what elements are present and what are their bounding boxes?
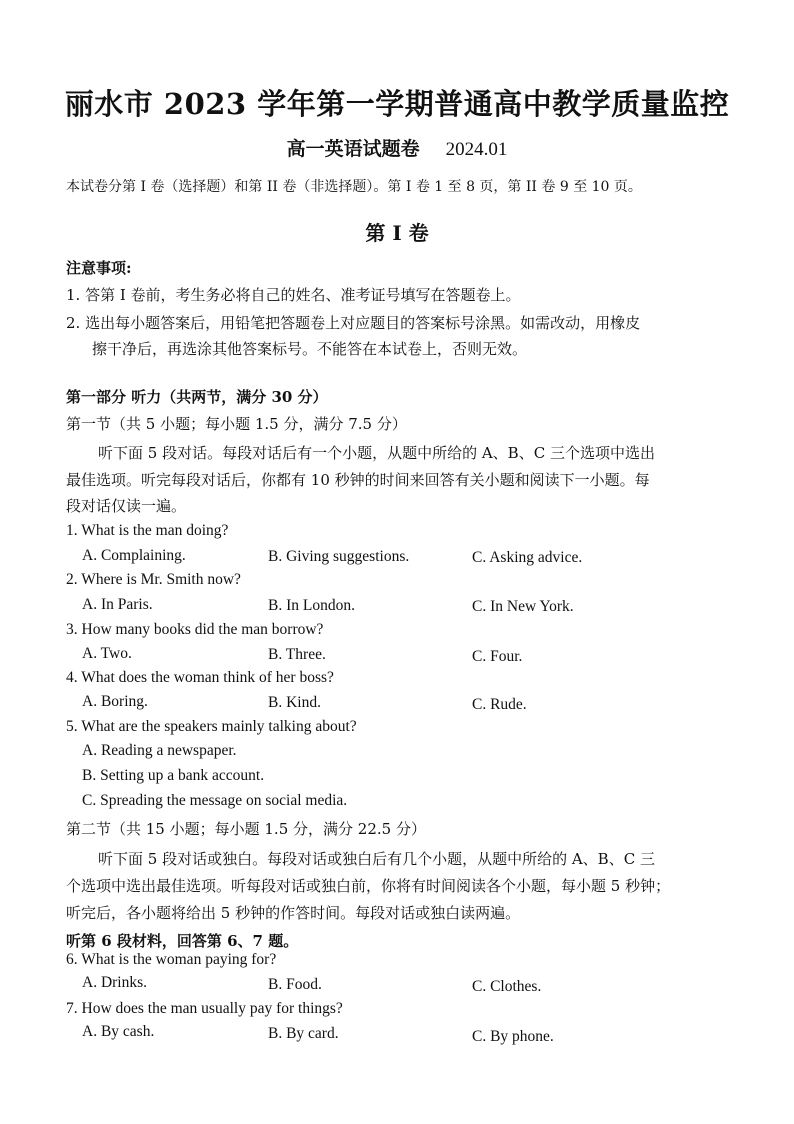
question-text: 6. What is the woman paying for?: [66, 951, 277, 968]
option-c: C. Rude.: [472, 696, 527, 713]
option-a: A. Drinks.: [82, 974, 148, 991]
option-b: B. Food.: [268, 976, 322, 993]
option-a: A. Reading a newspaper.: [82, 742, 237, 759]
section1-instruction: 听下面 5 段对话。每段对话后有一个小题，从题中所给的 A、B、C 三个选项中选出: [98, 444, 655, 462]
option-a: A. Two.: [82, 645, 132, 662]
section2-instruction: 听下面 5 段对话或独白。每段对话或独白后有几个小题，从题中所给的 A、B、C 三: [98, 850, 655, 868]
section1-instruction: 最佳选项。听完每段对话后，你都有 10 秒钟的时间来回答有关小题和阅读下一小题。每: [66, 471, 650, 489]
option-c: C. In New York.: [472, 598, 574, 615]
notes-item: 2. 选出每小题答案后，用铅笔把答题卷上对应题目的答案标号涂黑。如需改动，用橡皮: [66, 314, 641, 332]
question-text: 4. What does the woman think of her boss?: [66, 669, 334, 686]
section2-instruction: 听完后，各小题将给出 5 秒钟的作答时间。每段对话或独白读两遍。: [66, 904, 521, 922]
notes-item: 1. 答第 I 卷前，考生务必将自己的姓名、准考证号填写在答题卷上。: [66, 286, 521, 304]
option-b: B. Giving suggestions.: [268, 548, 410, 565]
exam-title: 丽水市 2023 学年第一学期普通高中教学质量监控: [64, 87, 730, 121]
section-title: 第 I 卷: [365, 221, 429, 245]
section1-instruction: 段对话仅读一遍。: [66, 497, 187, 515]
subtitle-text: 高一英语试题卷: [286, 138, 420, 160]
question-text: 2. Where is Mr. Smith now?: [66, 571, 241, 588]
option-a: A. Complaining.: [82, 547, 186, 564]
question-text: 5. What are the speakers mainly talking about?: [66, 718, 357, 735]
question-text: 3. How many books did the man borrow?: [66, 621, 324, 638]
material-heading: 听第 6 段材料，回答第 6、7 题。: [66, 932, 299, 950]
option-b: B. Kind.: [268, 694, 321, 711]
notes-heading: 注意事项:: [66, 259, 132, 277]
option-b: B. In London.: [268, 597, 355, 614]
option-a: A. Boring.: [82, 693, 148, 710]
exam-date: 2024.01: [445, 139, 508, 160]
question-text: 1. What is the man doing?: [66, 522, 229, 539]
notes-item: 擦干净后，再选涂其他答案标号。不能答在本试卷上，否则无效。: [92, 340, 528, 358]
exam-intro: 本试卷分第 I 卷（选择题）和第 II 卷（非选择题）。第 I 卷 1 至 8 页，第 II 卷 9 至 10 页。: [66, 179, 642, 195]
question-text: 7. How does the man usually pay for things?: [66, 1000, 343, 1017]
option-b: B. By card.: [268, 1025, 339, 1042]
option-a: A. By cash.: [82, 1023, 155, 1040]
section2-heading: 第二节（共 15 小题；每小题 1.5 分，满分 22.5 分）: [66, 820, 426, 838]
part1-heading: 第一部分 听力（共两节，满分 30 分）: [66, 388, 328, 406]
option-c: C. By phone.: [472, 1028, 554, 1045]
section2-instruction: 个选项中选出最佳选项。听每段对话或独白前，你将有时间阅读各个小题，每小题 5 秒钟；: [66, 877, 671, 895]
option-b: B. Setting up a bank account.: [82, 767, 265, 784]
option-c: C. Spreading the message on social media.: [82, 792, 348, 809]
option-c: C. Clothes.: [472, 978, 542, 995]
option-c: C. Four.: [472, 648, 523, 665]
exam-subtitle: [0, 134, 794, 161]
option-c: C. Asking advice.: [472, 549, 583, 566]
option-b: B. Three.: [268, 646, 326, 663]
section1-heading: 第一节（共 5 小题；每小题 1.5 分，满分 7.5 分）: [66, 415, 407, 433]
option-a: A. In Paris.: [82, 596, 153, 613]
